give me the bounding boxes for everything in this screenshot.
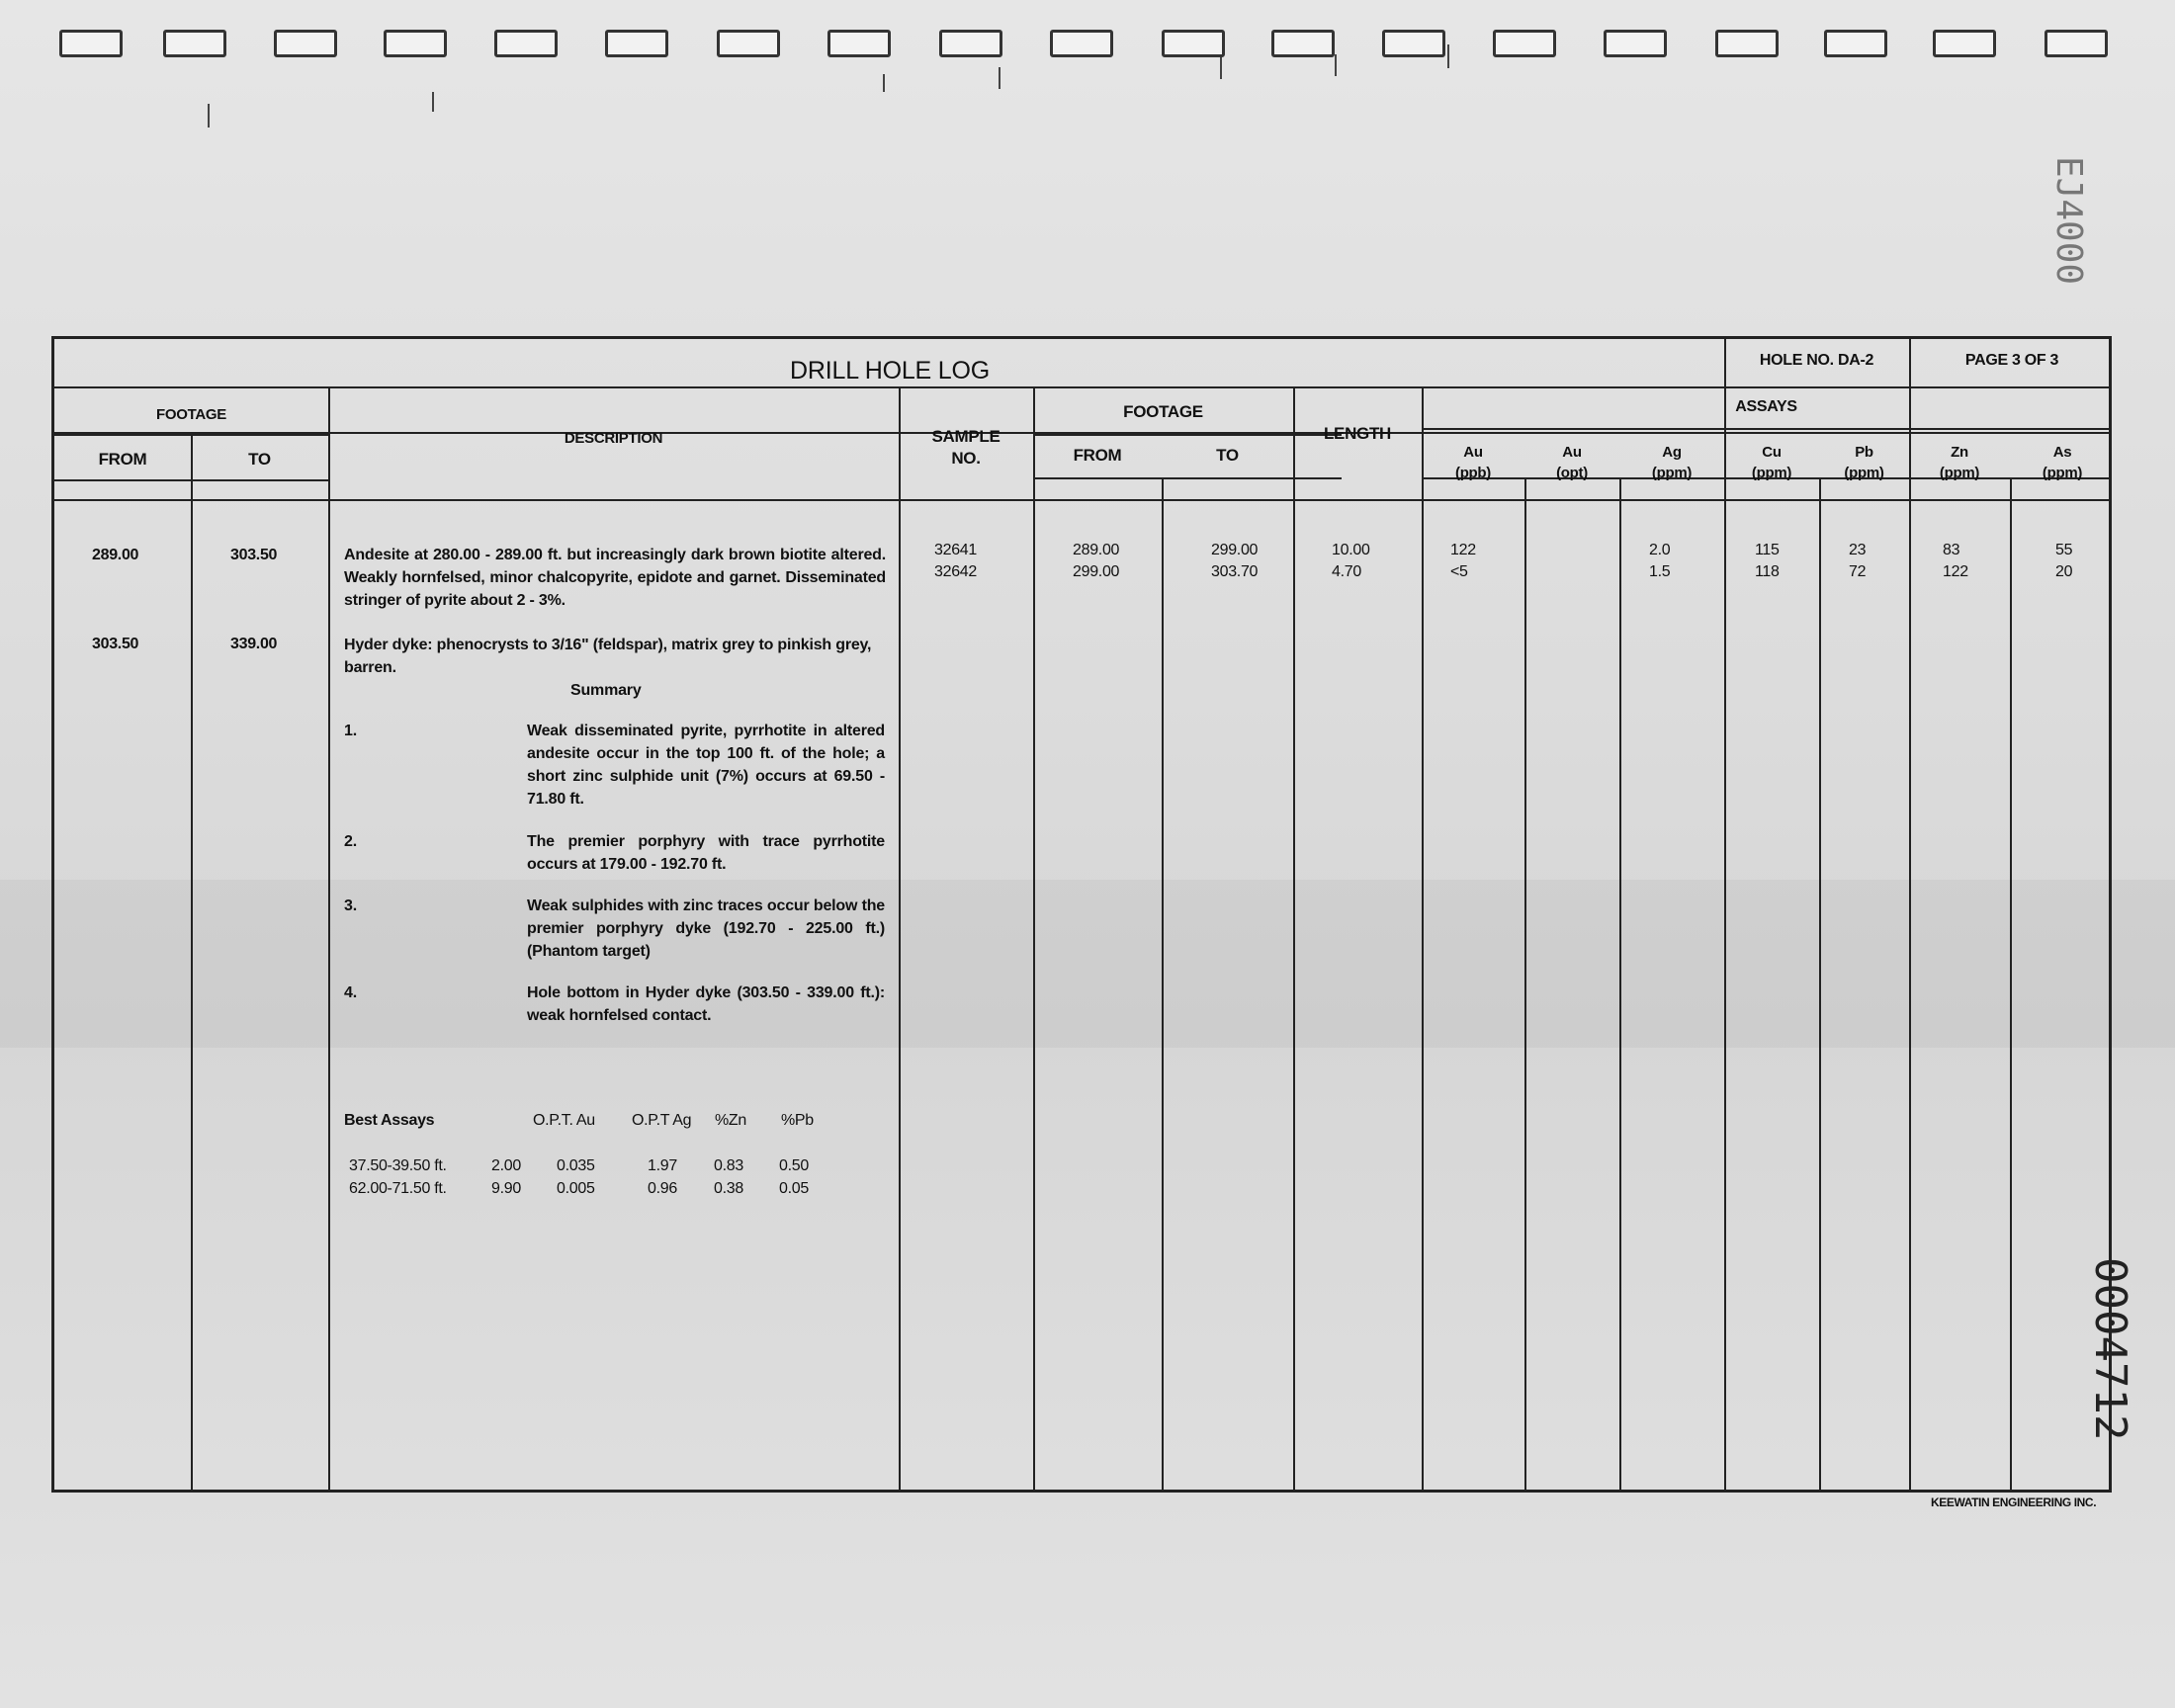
best-assays-label: Best Assays: [344, 1112, 435, 1129]
sample-to: 299.00: [1211, 542, 1259, 558]
perforation-hole: [384, 30, 447, 57]
sample-to-header: TO: [1216, 446, 1239, 465]
assay-column-header: Pb (ppm): [1844, 444, 1884, 481]
perforation-hole: [1271, 30, 1335, 57]
assay-column-header: Zn (ppm): [1939, 444, 1980, 481]
drill-hole-log-form: [51, 336, 2112, 1493]
sample-cu: 115: [1755, 542, 1780, 558]
sample-cu: 118: [1755, 563, 1780, 580]
tear-mark: [883, 74, 885, 92]
summary-item-number: 3.: [344, 897, 357, 914]
summary-heading: Summary: [570, 682, 642, 699]
perforation-hole: [2044, 30, 2108, 57]
perforation-hole: [1933, 30, 1996, 57]
summary-item-number: 1.: [344, 723, 357, 739]
best-assays-cell: 0.38: [714, 1180, 743, 1197]
perforation-hole: [605, 30, 668, 57]
summary-item-number: 2.: [344, 833, 357, 850]
summary-item-text: The premier porphyry with trace pyrrhotite occurs at 179.00 - 192.70 ft.: [527, 833, 885, 873]
perforation-hole: [59, 30, 123, 57]
perforation-hole: [1604, 30, 1667, 57]
assay-column-header: As (ppm): [2042, 444, 2083, 481]
best-assays-cell: 0.005: [557, 1180, 595, 1197]
interval-1-from: 289.00: [92, 547, 139, 563]
sample-no: 32642: [934, 563, 977, 580]
best-assays-cell: 9.90: [491, 1180, 521, 1197]
perforation-hole: [1824, 30, 1887, 57]
sample-as: 55: [2055, 542, 2073, 558]
tear-mark: [1220, 57, 1222, 79]
perforation-hole: [494, 30, 558, 57]
sample-au-ppb: 122: [1450, 542, 1476, 558]
perforation-hole: [1162, 30, 1225, 57]
perforation-hole: [274, 30, 337, 57]
best-assays-header: %Zn: [715, 1112, 746, 1129]
document-number-stamp: 0004712: [2085, 1257, 2135, 1441]
interval-2-to: 339.00: [230, 636, 278, 652]
company-footer: KEEWATIN ENGINEERING INC.: [1931, 1495, 2097, 1509]
description-header: DESCRIPTION: [564, 430, 663, 447]
interval-2-from: 303.50: [92, 636, 139, 652]
summary-item-number: 4.: [344, 984, 357, 1001]
sample-from-header: FROM: [1073, 446, 1122, 465]
perforation-hole: [1715, 30, 1779, 57]
from-header: FROM: [98, 450, 147, 469]
summary-item-text: Weak disseminated pyrite, pyrrhotite in altered andesite occur in the top 100 ft. of the hole; a short zinc sulphide unit (7%) occurs at 69.50 - 71.80 ft.: [527, 723, 885, 808]
sample-footage-header: FOOTAGE: [1123, 402, 1203, 421]
tear-mark: [999, 67, 1000, 89]
best-assays-header: O.P.T. Au: [533, 1112, 595, 1129]
interval-2-description: Hyder dyke: phenocrysts to 3/16" (feldspar), matrix grey to pinkish grey, barren.: [344, 637, 872, 676]
best-assays-cell: 0.035: [557, 1157, 595, 1174]
best-assays-cell: 62.00-71.50 ft.: [349, 1180, 447, 1197]
summary-item-text: Hole bottom in Hyder dyke (303.50 - 339.00 ft.): weak hornfelsed contact.: [527, 984, 885, 1024]
best-assays-cell: 0.05: [779, 1180, 809, 1197]
interval-1-to: 303.50: [230, 547, 278, 563]
sample-to: 303.70: [1211, 563, 1259, 580]
assay-column-header: Au (opt): [1556, 444, 1588, 481]
summary-item-text: Weak sulphides with zinc traces occur below the premier porphyry dyke (192.70 - 225.00 ft.) (Phantom target): [527, 897, 885, 960]
best-assays-cell: 0.96: [648, 1180, 677, 1197]
perforation-hole: [939, 30, 1002, 57]
perforation-strip: [0, 30, 2175, 59]
footage-header: FOOTAGE: [156, 406, 226, 423]
perforation-hole: [163, 30, 226, 57]
best-assays-header: %Pb: [781, 1112, 814, 1129]
perforation-hole: [1382, 30, 1445, 57]
best-assays-cell: 37.50-39.50 ft.: [349, 1157, 447, 1174]
tear-mark: [432, 92, 434, 112]
sample-length: 10.00: [1332, 542, 1370, 558]
perforation-hole: [717, 30, 780, 57]
sample-au-ppb: <5: [1450, 563, 1468, 580]
sample-pb: 72: [1849, 563, 1867, 580]
tear-mark: [1447, 44, 1449, 68]
assay-column-header: Au (ppb): [1455, 444, 1491, 481]
page-stamp-top-right: EJ4000: [2048, 156, 2089, 286]
best-assays-cell: 2.00: [491, 1157, 521, 1174]
to-header: TO: [248, 450, 271, 469]
sample-no: 32641: [934, 542, 977, 558]
best-assays-header: O.P.T Ag: [632, 1112, 692, 1129]
sample-from: 299.00: [1073, 563, 1120, 580]
best-assays-cell: 0.50: [779, 1157, 809, 1174]
perforation-hole: [1493, 30, 1556, 57]
tear-mark: [208, 104, 210, 128]
page-number: PAGE 3 OF 3: [1964, 352, 2059, 369]
sample-from: 289.00: [1073, 542, 1120, 558]
sample-ag: 1.5: [1649, 563, 1671, 580]
sample-length: 4.70: [1332, 563, 1361, 580]
form-title: DRILL HOLE LOG: [790, 357, 990, 384]
perforation-hole: [1050, 30, 1113, 57]
assay-column-header: Ag (ppm): [1651, 444, 1693, 481]
length-header: LENGTH: [1323, 424, 1392, 443]
interval-1-description: Andesite at 280.00 - 289.00 ft. but increasingly dark brown biotite altered. Weakly hornfelsed, minor chalcopyrite, epidote and garnet. Disseminated stringer of pyrite about 2 - 3%.: [344, 547, 886, 609]
best-assays-cell: 0.83: [714, 1157, 743, 1174]
sample-ag: 2.0: [1649, 542, 1671, 558]
perforation-hole: [827, 30, 891, 57]
best-assays-cell: 1.97: [648, 1157, 677, 1174]
sample-zn: 122: [1943, 563, 1968, 580]
hole-number: HOLE NO. DA-2: [1759, 352, 1874, 369]
assay-column-header: Cu (ppm): [1751, 444, 1792, 481]
sample-pb: 23: [1849, 542, 1867, 558]
sample-as: 20: [2055, 563, 2073, 580]
assays-header: ASSAYS: [1735, 398, 1797, 415]
sample-zn: 83: [1943, 542, 1960, 558]
tear-mark: [1335, 54, 1337, 76]
sample-header: SAMPLE NO.: [931, 427, 1000, 468]
